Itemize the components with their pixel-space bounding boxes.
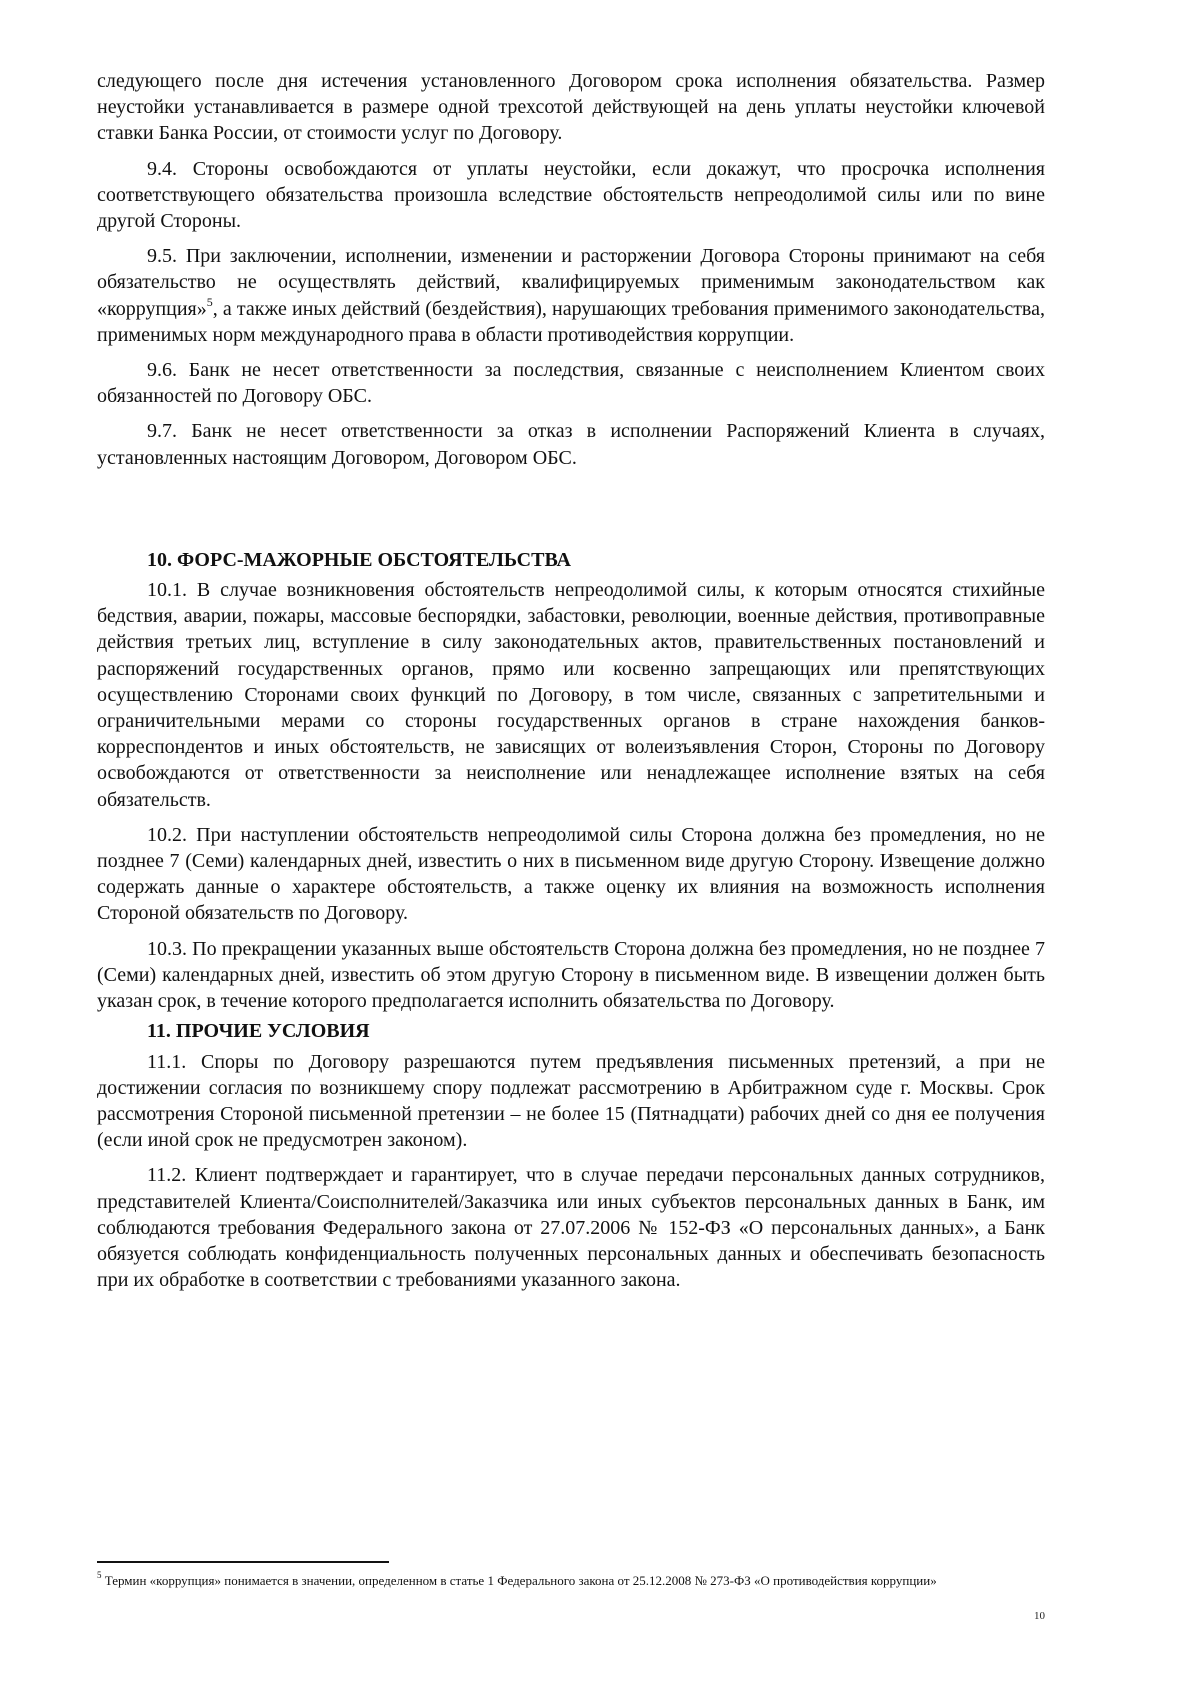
footnote <box>97 1571 1057 1591</box>
footnote-number: 5 <box>97 1569 102 1580</box>
paragraph-9-3-continuation: следующего после дня истечения установленного Договором срока исполнения обязательства. Размер неустойки устанавливается в размере одной трехсотой действующей на день уплаты неустойки ключевой ставки Банка России, от стоимости услуг по Договору. <box>97 70 1045 145</box>
paragraph-10-2: 10.2. При наступлении обстоятельств непреодолимой силы Сторона должна без промедления, но не позднее 7 (Семи) календарных дней, известить о них в письменном виде другую Сторону. Извещение должно содержать данные о характере обстоятельств, а также оценку их влияния на возможность исполнения Стороной обязательств по Договору. <box>97 823 1045 925</box>
paragraph-10-3: 10.3. По прекращении указанных выше обстоятельств Сторона должна без промедления, но не позднее 7 (Семи) календарных дней, известить об этом другую Сторону в письменном виде. В извещении должен быть указан срок, в течение которого предполагается исполнить обязательства по Договору. <box>97 937 1045 1013</box>
paragraph-9-6: 9.6. Банк не несет ответственности за последствия, связанные с неисполнением Клиентом своих обязанностей по Договору ОБС. <box>97 359 1045 408</box>
section-11-heading: 11. ПРОЧИЕ УСЛОВИЯ <box>147 1020 370 1043</box>
paragraph-11-1: 11.1. Споры по Договору разрешаются путем предъявления письменных претензий, а при не достижении согласия по возникшему спору подлежат рассмотрению в Арбитражном суде г. Москвы. Срок рассмотрения Стороной письменной претензии – не более 15 (Пятнадцати) рабочих дней со дня ее получения (если иной срок не предусмотрен законом). <box>97 1050 1045 1152</box>
section-10-heading: 10. ФОРС-МАЖОРНЫЕ ОБСТОЯТЕЛЬСТВА <box>147 548 571 571</box>
paragraph-9-4: 9.4. Стороны освобождаются от уплаты неустойки, если докажут, что просрочка исполнения соответствующего обязательства произошла вследствие обстоятельств непреодолимой силы или по вине другой Стороны. <box>97 157 1045 233</box>
paragraph-9-7: 9.7. Банк не несет ответственности за отказ в исполнении Распоряжений Клиента в случаях, установленных настоящим Договором, Договором ОБС. <box>97 420 1045 469</box>
section-spacer <box>97 480 1045 547</box>
footnote-reference: 5 <box>206 294 213 309</box>
paragraph-9-5-before: 9.5. При заключении, исполнении, изменении и расторжении Договора Стороны принимают на себя обязательство не осуществлять действий, квалифицируемых применимым законодательством как «коррупция» <box>97 245 1045 320</box>
footnote-separator <box>97 1561 389 1563</box>
paragraph-11-2: 11.2. Клиент подтверждает и гарантирует, что в случае передачи персональных данных сотрудников, представителей Клиента/Соисполнителей/Заказчика или иных субъектов персональных данных в Банк, им соблюдаются требования Федерального закона от 27.07.2006 № 152-ФЗ «О персональных данных», а Банк обязуется соблюдать конфиденциальность полученных персональных данных и обеспечивать безопасность при их обработке в соответствии с требованиями указанного закона. <box>97 1164 1045 1292</box>
footnote-text: Термин «коррупция» понимается в значении, определенном в статье 1 Федерального закона от 25.12.2008 № 273-ФЗ «О противодействия коррупции» <box>101 1573 937 1588</box>
document-page <box>97 68 1045 1302</box>
page-number: 10 <box>1034 1610 1045 1622</box>
paragraph-9-5-after: , а также иных действий (бездействия), нарушающих требования применимого законодательства, применимых норм международного права в области противодействия коррупции. <box>97 297 1045 346</box>
paragraph-10-1: 10.1. В случае возникновения обстоятельств непреодолимой силы, к которым относятся стихийные бедствия, аварии, пожары, массовые беспорядки, забастовки, революции, военные действия, противоправные действия третьих лиц, вступление в силу законодательных актов, правительственных постановлений и распоряжений государственных органов, прямо или косвенно запрещающих или препятствующих осуществлению Сторонами своих функций по Договору, в том числе, связанных с запретительными и ограничительными мерами со стороны государственных органов в стране нахождения банков-корреспондентов и иных обстоятельств, не зависящих от волеизъявления Сторон, Стороны по Договору освобождаются от ответственности за неисполнение или ненадлежащее исполнение взятых на себя обязательств. <box>97 579 1045 811</box>
paragraph-9-5 <box>97 243 1045 348</box>
